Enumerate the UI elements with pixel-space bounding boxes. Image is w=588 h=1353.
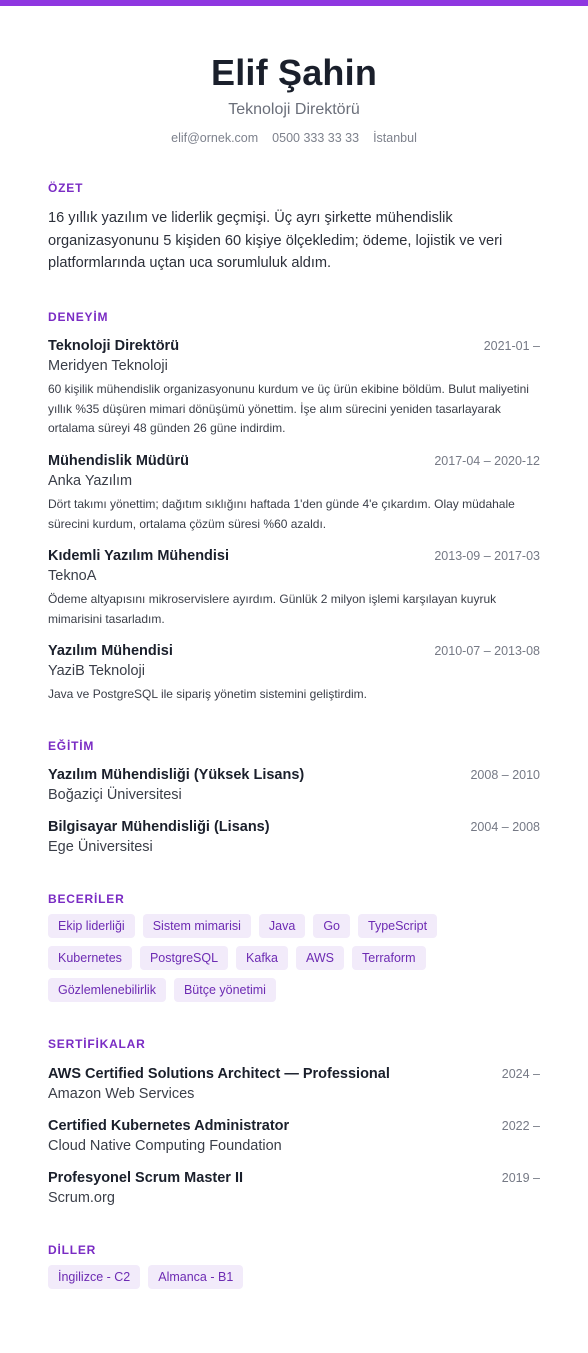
certification-issuer: Cloud Native Computing Foundation (48, 1138, 282, 1154)
certification-issuer: Amazon Web Services (48, 1086, 195, 1102)
job-title: Yazılım Mühendisi (48, 643, 173, 659)
education-item (48, 765, 540, 805)
certification-item (48, 1064, 540, 1104)
skill-chip: TypeScript (358, 914, 437, 938)
job-dates: 2010-07 – 2013-08 (434, 644, 540, 658)
person-name: Elif Şahin (210, 52, 378, 93)
skill-chip: Bütçe yönetimi (174, 978, 276, 1002)
section-heading-skills: BECERİLER (48, 892, 125, 906)
phone[interactable]: 0500 333 33 33 (272, 131, 360, 145)
education-item (48, 817, 540, 857)
languages-list (48, 1265, 548, 1297)
job-description: 60 kişilik mühendislik organizasyonunu kurdum ve üç ürün ekibine böldüm. Bulut maliyetini yıllık %35 düşüren mimari dönüşümü yönettim. İşe alım sürecini yeniden tasarlayarak ortalama süreyi 48 günden 26 güne indirdim. (48, 382, 529, 435)
experience-item (48, 546, 540, 629)
job-title: Teknoloji Direktörü (48, 338, 180, 354)
job-dates: 2013-09 – 2017-03 (434, 549, 540, 563)
skill-chip: Kafka (236, 946, 288, 970)
certification-name: Certified Kubernetes Administrator (48, 1118, 290, 1134)
person-title: Teknoloji Direktörü (228, 101, 360, 118)
language-chip: Almanca - B1 (148, 1265, 243, 1289)
school: Boğaziçi Üniversitesi (48, 787, 182, 803)
certification-issuer: Scrum.org (48, 1190, 115, 1206)
company: TeknoA (48, 568, 97, 584)
job-title: Mühendislik Müdürü (48, 453, 189, 469)
job-description: Ödeme altyapısını mikroservislere ayırdım. Günlük 2 milyon işlemi karşılayan kuyruk mimarisini tasarladım. (48, 592, 497, 626)
job-dates: 2017-04 – 2020-12 (434, 454, 540, 468)
email[interactable]: elif@ornek.com (171, 131, 259, 145)
experience-item (48, 451, 540, 534)
certification-item (48, 1116, 540, 1156)
skill-chip: PostgreSQL (140, 946, 228, 970)
experience-item (48, 336, 540, 439)
company: YaziB Teknoloji (48, 663, 145, 679)
certification-name: AWS Certified Solutions Architect — Professional (48, 1066, 390, 1082)
skill-chip: Kubernetes (48, 946, 132, 970)
certification-name: Profesyonel Scrum Master II (48, 1170, 244, 1186)
skills-list (48, 914, 548, 1010)
company: Meridyen Teknoloji (48, 358, 168, 374)
certification-date: 2019 – (501, 1171, 540, 1185)
section-heading-summary: ÖZET (48, 181, 84, 195)
education-dates: 2004 – 2008 (470, 820, 540, 834)
certification-date: 2024 – (501, 1067, 540, 1081)
skill-chip: AWS (296, 946, 344, 970)
degree: Yazılım Mühendisliği (Yüksek Lisans) (48, 767, 305, 783)
certification-item (48, 1168, 540, 1208)
skill-chip: Ekip liderliği (48, 914, 135, 938)
degree: Bilgisayar Mühendisliği (Lisans) (48, 819, 270, 835)
accent-bar (0, 0, 588, 6)
certification-date: 2022 – (501, 1119, 540, 1133)
contact-line (48, 129, 540, 147)
language-chip: İngilizce - C2 (48, 1265, 140, 1289)
job-dates: 2021-01 – (483, 339, 540, 353)
skill-chip: Sistem mimarisi (143, 914, 251, 938)
experience-item (48, 641, 540, 705)
section-heading-experience: DENEYİM (48, 310, 109, 324)
city: İstanbul (373, 131, 417, 145)
skill-chip: Java (259, 914, 305, 938)
skill-chip: Go (313, 914, 350, 938)
section-heading-certifications: SERTİFİKALAR (48, 1037, 146, 1051)
skill-chip: Terraform (352, 946, 425, 970)
education-dates: 2008 – 2010 (470, 768, 540, 782)
job-description: Java ve PostgreSQL ile sipariş yönetim sistemini geliştirdim. (48, 687, 368, 701)
company: Anka Yazılım (48, 473, 133, 489)
section-heading-education: EĞİTİM (48, 739, 95, 753)
job-description: Dört takımı yönettim; dağıtım sıklığını haftada 1'den günde 4'e çıkardım. Olay müdahale sürecini kurdum, ortalama çözüm süresi %60 azaldı. (48, 497, 515, 531)
job-title: Kıdemli Yazılım Mühendisi (48, 548, 230, 564)
school: Ege Üniversitesi (48, 839, 153, 855)
summary-text: 16 yıllık yazılım ve liderlik geçmişi. Üç ayrı şirkette mühendislik organizasyonunu 5 kişiden 60 kişiye ölçekledim; ödeme, lojistik ve veri platformlarında uçtan uca sorumluluk aldım. (48, 210, 503, 271)
skill-chip: Gözlemlenebilirlik (48, 978, 166, 1002)
section-heading-languages: DİLLER (48, 1243, 97, 1257)
